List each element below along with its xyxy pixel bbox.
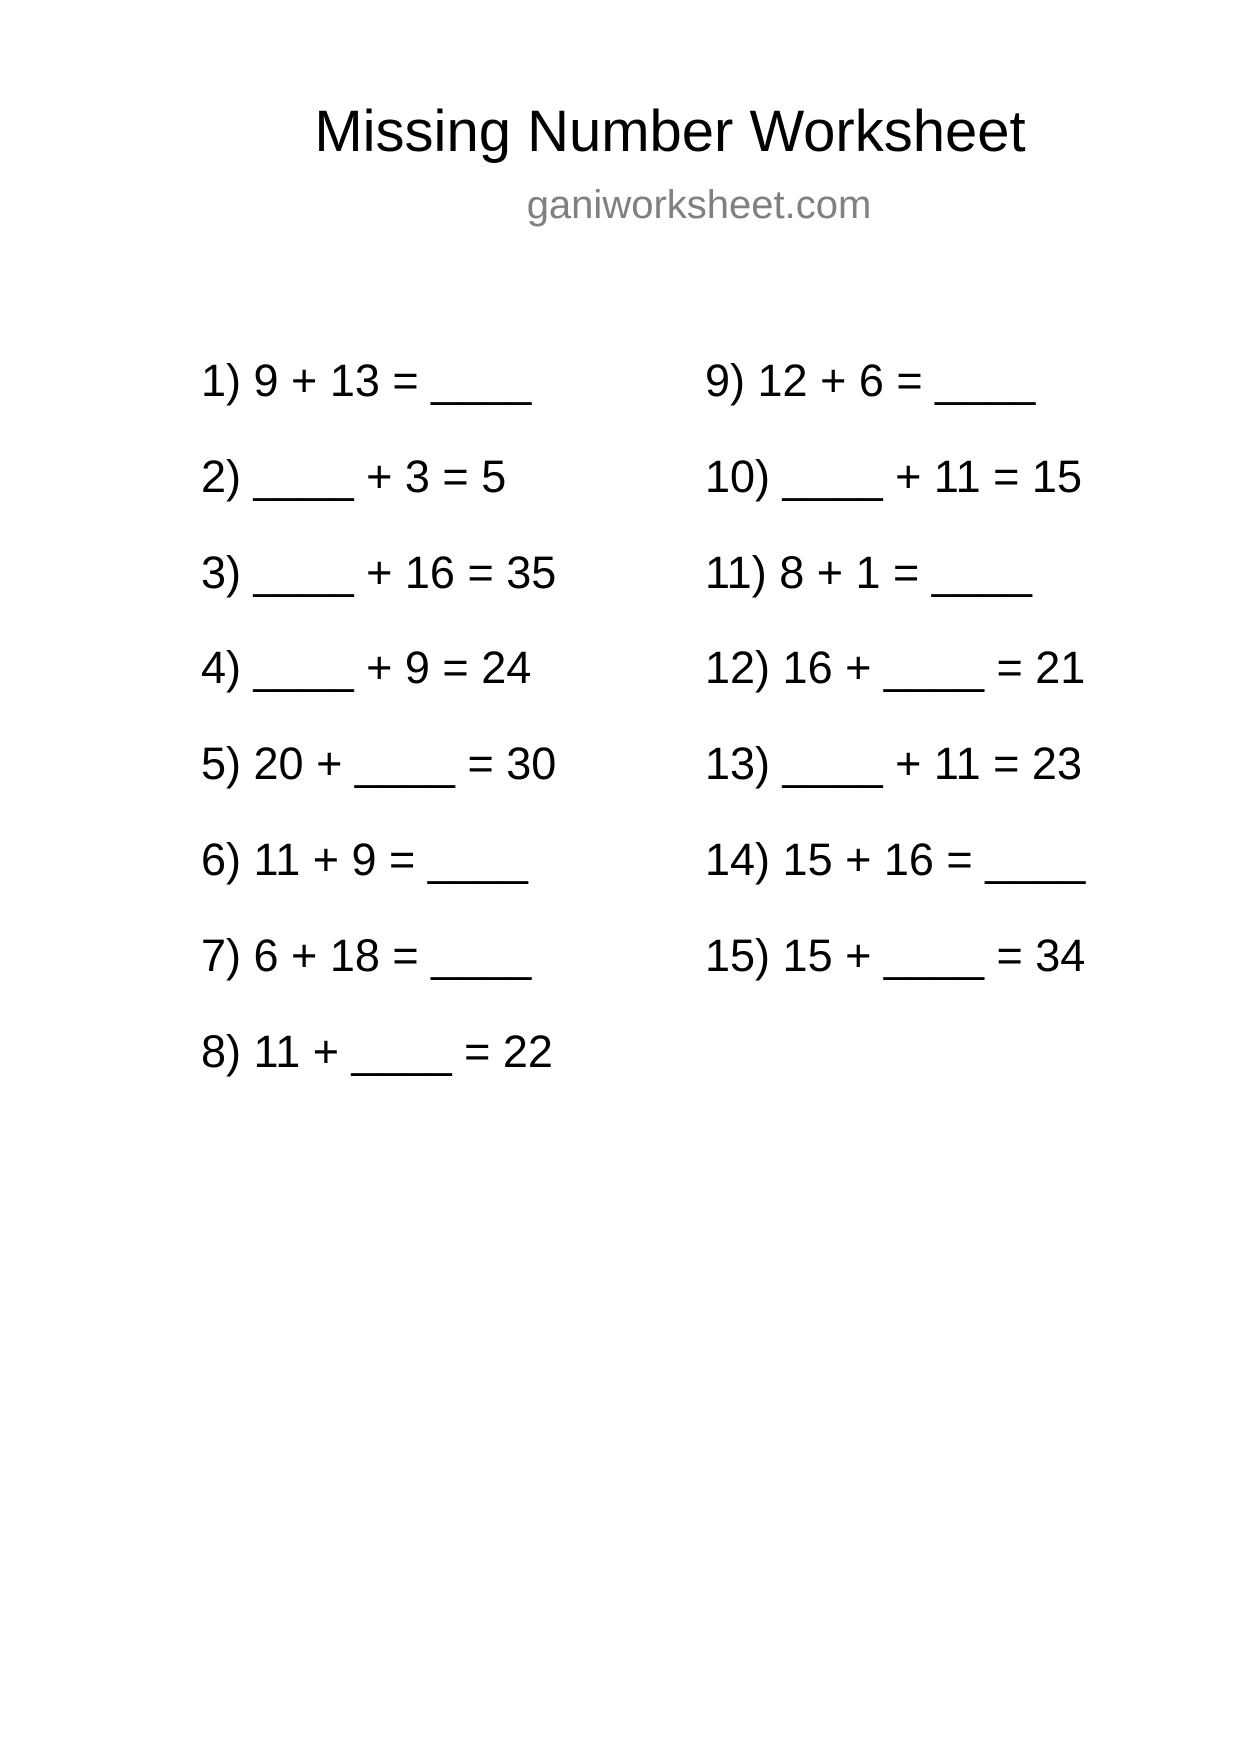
problems-right-column: [705, 353, 1085, 1024]
problem: 11) 8 + 1 = ____: [705, 546, 1032, 598]
problem: 5) 20 + ____ = 30: [201, 738, 557, 790]
worksheet-title: Missing Number Worksheet: [314, 99, 1026, 164]
problem: 4) ____ + 9 = 24: [201, 642, 532, 694]
problem: 1) 9 + 13 = ____: [201, 355, 532, 406]
problem: 15) 15 + ____ = 34: [705, 929, 1086, 981]
problem: 12) 16 + ____ = 21: [705, 642, 1086, 694]
problem: 10) ____ + 11 = 15: [705, 450, 1082, 502]
problem: 8) 11 + ____ = 22: [201, 1025, 553, 1077]
problem: 7) 6 + 18 = ____: [201, 929, 532, 981]
problem: 6) 11 + 9 = ____: [201, 833, 528, 885]
problem: 13) ____ + 11 = 23: [705, 738, 1082, 790]
problem: 9) 12 + 6 = ____: [705, 355, 1036, 406]
problem: 14) 15 + 16 = ____: [705, 833, 1086, 885]
problem: 3) ____ + 16 = 35: [201, 546, 557, 598]
website-label: ganiworksheet.com: [526, 183, 872, 227]
problems-left-column: [201, 353, 556, 1119]
problem: 2) ____ + 3 = 5: [201, 450, 507, 502]
